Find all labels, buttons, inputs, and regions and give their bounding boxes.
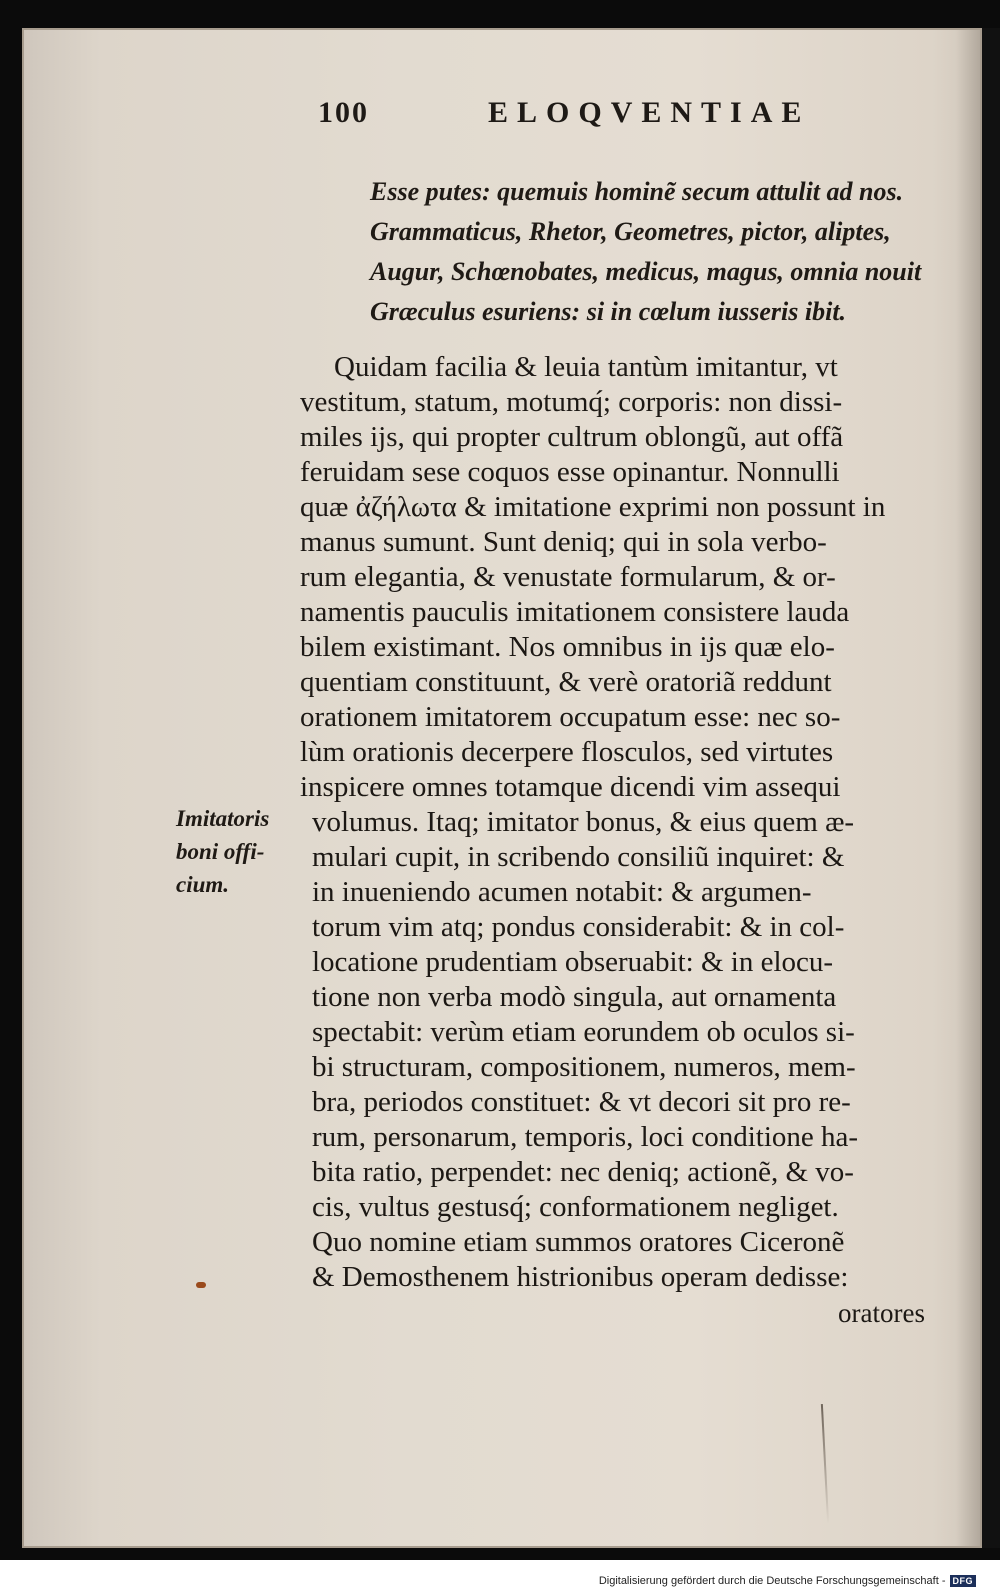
credit-text: Digitalisierung gefördert durch die Deutsche Forschungsgemeinschaft -: [598, 1575, 946, 1587]
verse-line: Esse putes: quemuis hominẽ secum attulit ad nos.: [370, 177, 904, 206]
body-line: tione non verba modò singula, aut ornamenta: [312, 981, 837, 1013]
body-line: bita ratio, perpendet: nec deniq; actionẽ, & vo-: [312, 1156, 854, 1188]
body-line: bra, periodos constituet: & vt decori sit pro re-: [312, 1086, 851, 1118]
body-line: quæ ἀζήλωτα & imitatione exprimi non possunt in: [300, 491, 886, 523]
verse-line: Grammaticus, Rhetor, Geometres, pictor, aliptes,: [370, 217, 891, 246]
body-line: Quidam facilia & leuia tantùm imitantur, vt: [334, 351, 838, 383]
body-line: bi structuram, compositionem, numeros, mem-: [312, 1051, 856, 1083]
body-line: vestitum, statum, motumq́; corporis: non dissi-: [300, 386, 843, 418]
margin-note-line: Imitatoris: [176, 806, 270, 831]
margin-note: [176, 802, 306, 901]
ink-spot: [196, 1282, 206, 1288]
body-line: torum vim atq; pondus considerabit: & in col-: [312, 911, 845, 943]
margin-note-line: boni offi-: [176, 839, 265, 864]
running-title: ELOQVENTIAE: [488, 96, 811, 129]
verse-quotation: [370, 172, 970, 332]
body-line: quentiam constituunt, & verè oratoriã reddunt: [300, 666, 832, 698]
body-line: spectabit: verùm etiam eorundem ob oculos si-: [312, 1016, 855, 1048]
page-number: 100: [318, 96, 369, 129]
catchword: oratores: [838, 1298, 925, 1328]
body-line: rum elegantia, & venustate formularum, & or-: [300, 561, 836, 593]
body-line: manus sumunt. Sunt deniq; qui in sola verbo-: [300, 526, 827, 558]
body-line: feruidam sese coquos esse opinantur. Nonnulli: [300, 456, 840, 488]
book-edge: [982, 28, 1000, 1548]
body-line: volumus. Itaq; imitator bonus, & eius quem æ-: [312, 806, 855, 838]
body-line: bilem existimant. Nos omnibus in ijs quæ elo-: [300, 631, 835, 663]
body-line: in inueniendo acumen notabit: & argumen-: [312, 876, 812, 908]
body-line: orationem imitatorem occupatum esse: nec so-: [300, 701, 841, 733]
body-line: rum, personarum, temporis, loci conditione ha-: [312, 1121, 859, 1153]
body-line: & Demosthenem histrionibus operam dedisse:: [312, 1261, 849, 1293]
body-line: cis, vultus gestusq́; conformationem negliget.: [312, 1191, 839, 1223]
body-text: [300, 350, 960, 1295]
dfg-logo: DFG: [950, 1575, 977, 1587]
body-line: inspicere omnes totamque dicendi vim assequi: [300, 771, 841, 803]
page-header: [318, 96, 838, 136]
digitization-credit: [599, 1572, 976, 1590]
body-line: lùm orationis decerpere flosculos, sed virtutes: [300, 736, 834, 768]
body-line: locatione prudentiam obseruabit: & in elocu-: [312, 946, 834, 978]
verse-line: Græculus esuriens: si in cœlum iusseris ibit.: [370, 297, 847, 326]
body-line: Quo nomine etiam summos oratores Ciceronẽ: [312, 1226, 845, 1258]
margin-note-line: cium.: [176, 872, 230, 897]
body-line: miles ijs, qui propter cultrum oblongũ, aut offã: [300, 421, 844, 453]
verse-line: Augur, Schœnobates, medicus, magus, omnia nouit: [370, 257, 922, 286]
body-line: mulari cupit, in scribendo consiliũ inquiret: &: [312, 841, 845, 873]
body-line: namentis pauculis imitationem consistere lauda: [300, 596, 850, 628]
